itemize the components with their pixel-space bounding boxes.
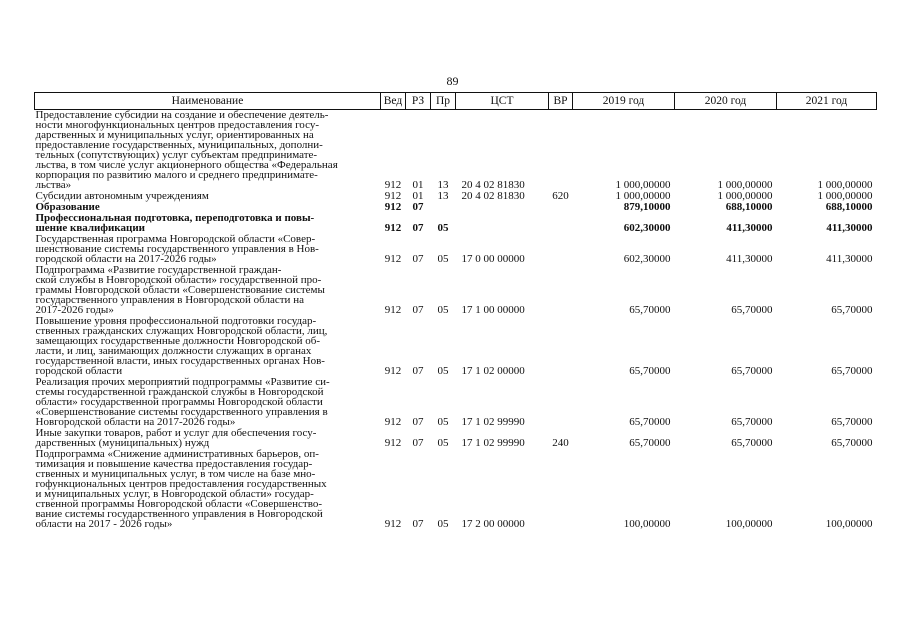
cell-rz: 07 (412, 437, 424, 449)
cell-2021: 65,70000 (831, 365, 873, 377)
cell-cst: 20 4 02 81830 (461, 190, 525, 202)
cell-vr (549, 316, 573, 377)
cell-name: Подпрограмма «Снижение административных барьеров, оп- тимизация и повышение качества предоставления государ- ственных и муниципальных услуг, в том числе на базе мно- гофункциональных центров предоставления государственных и муниципальных услуг, в Новгородской области» государ- ственной программы Новгородской области «Совершенство- вание системы государственного управления в Новгородской области на 2017 - 2026 годы» (35, 448, 327, 530)
cell-name: Профессиональная подготовка, переподготовка и повы- шение квалификации (35, 212, 315, 234)
header-2021: 2021 год (777, 93, 877, 110)
cell-ved: 912 (384, 253, 402, 265)
budget-table (34, 92, 877, 530)
table-row (35, 449, 877, 530)
cell-2021: 65,70000 (831, 304, 873, 316)
cell-2021: 688,10000 (825, 201, 873, 213)
cell-2020: 65,70000 (731, 437, 773, 449)
cell-rz: 07 (412, 253, 424, 265)
cell-ved: 912 (384, 190, 402, 202)
header-name: Наименование (35, 93, 381, 110)
table-row (35, 428, 877, 449)
cell-ved: 912 (384, 304, 402, 316)
cell-vr: 620 (552, 190, 569, 202)
cell-vr (549, 213, 573, 234)
table-row (35, 234, 877, 265)
cell-2020: 1 000,00000 (717, 179, 773, 191)
table-row (35, 213, 877, 234)
cell-cst: 17 1 02 00000 (461, 365, 525, 377)
cell-cst: 20 4 02 81830 (461, 179, 525, 191)
cell-vr (549, 234, 573, 265)
cell-rz: 01 (412, 179, 424, 191)
header-2020: 2020 год (675, 93, 777, 110)
cell-pr: 13 (437, 179, 449, 191)
cell-cst: 17 2 00 00000 (461, 518, 525, 530)
cell-2019: 602,30000 (623, 222, 671, 234)
cell-cst (456, 213, 549, 234)
cell-cst: 17 1 02 99990 (461, 437, 525, 449)
cell-pr: 05 (437, 365, 449, 377)
cell-2019: 65,70000 (629, 416, 671, 428)
cell-2019: 1 000,00000 (615, 179, 671, 191)
cell-2021: 411,30000 (826, 253, 873, 265)
cell-2021: 65,70000 (831, 416, 873, 428)
table-header-row (35, 93, 877, 110)
cell-name: Повышение уровня профессиональной подготовки государ- ственных гражданских служащих Новгородской области, лиц, замещающих государственные должности Новгородской об- ласти, и лиц, занимающих должности служащих в органах государственной власти, иных государственных органах Нов- городской области (35, 315, 328, 377)
header-vr: ВР (549, 93, 573, 110)
cell-rz: 07 (412, 518, 424, 530)
header-ved: Вед (381, 93, 406, 110)
cell-ved: 912 (384, 222, 402, 234)
cell-2019: 602,30000 (623, 253, 671, 265)
cell-2019: 65,70000 (629, 304, 671, 316)
cell-pr (431, 202, 456, 213)
cell-cst: 17 1 00 00000 (461, 304, 525, 316)
cell-pr: 05 (437, 437, 449, 449)
header-pr: Пр (431, 93, 456, 110)
table-row (35, 110, 877, 192)
cell-rz: 07 (412, 416, 424, 428)
cell-2020: 65,70000 (731, 304, 773, 316)
cell-2021: 100,00000 (825, 518, 873, 530)
cell-2019: 1 000,00000 (615, 190, 671, 202)
cell-ved: 912 (384, 201, 402, 213)
cell-name: Реализация прочих мероприятий подпрограммы «Развитие си- стемы государственной гражданской службы в Новгородской области» государственной программы Новгородской области «Совершенствование системы государственного управления в Новгородской области на 2017-2026 годы» (35, 376, 330, 428)
cell-vr (549, 202, 573, 213)
cell-vr (549, 265, 573, 316)
cell-2020: 411,30000 (726, 253, 773, 265)
cell-2021: 1 000,00000 (817, 179, 873, 191)
cell-2020: 688,10000 (725, 201, 773, 213)
table-row (35, 265, 877, 316)
cell-pr: 05 (437, 518, 449, 530)
cell-rz: 01 (412, 190, 424, 202)
cell-name: Образование (35, 201, 100, 213)
header-2019: 2019 год (573, 93, 675, 110)
cell-2020: 65,70000 (731, 365, 773, 377)
header-cst: ЦСТ (456, 93, 549, 110)
cell-cst: 17 0 00 00000 (461, 253, 525, 265)
cell-2021: 411,30000 (826, 222, 873, 234)
cell-2019: 65,70000 (629, 365, 671, 377)
cell-2020: 1 000,00000 (717, 190, 773, 202)
cell-2021: 1 000,00000 (817, 190, 873, 202)
cell-ved: 912 (384, 179, 402, 191)
cell-pr: 05 (437, 416, 449, 428)
cell-2020: 100,00000 (725, 518, 773, 530)
table-row (35, 316, 877, 377)
cell-pr: 13 (437, 190, 449, 202)
cell-name: Субсидии автономным учреждениям (35, 190, 209, 202)
cell-ved: 912 (384, 518, 402, 530)
cell-name: Иные закупки товаров, работ и услуг для обеспечения госу- дарственных (муниципальных) нужд (35, 427, 317, 449)
cell-name: Предоставление субсидии на создание и обеспечение деятель- ности многофункциональных центров предоставления госу- дарственных и муниципальных услуг, ориентированных на предоставление государственных, муниципальных, дополни- тельных (сопутствующих) услуг субъектам предпринимате- льства, в том числе услуг акционерного общества «Федеральная корпорация по развитию малого и среднего предпринимате- льства» (35, 109, 338, 191)
header-rz: РЗ (406, 93, 431, 110)
cell-name: Государственная программа Новгородской области «Совер- шенствование системы государственного управления в Нов- городской области на 2017-2026 годы» (35, 233, 319, 265)
cell-rz: 07 (412, 365, 424, 377)
cell-cst: 17 1 02 99990 (461, 416, 525, 428)
cell-pr: 05 (437, 222, 449, 234)
table-row (35, 377, 877, 428)
table-body (35, 110, 877, 531)
cell-pr: 05 (437, 253, 449, 265)
cell-2020: 65,70000 (731, 416, 773, 428)
cell-vr: 240 (552, 437, 569, 449)
cell-2021: 65,70000 (831, 437, 873, 449)
page-number: 89 (446, 74, 459, 88)
cell-ved: 912 (384, 365, 402, 377)
cell-rz: 07 (412, 222, 424, 234)
cell-ved: 912 (384, 416, 402, 428)
cell-ved: 912 (384, 437, 402, 449)
cell-vr (549, 449, 573, 530)
cell-pr: 05 (437, 304, 449, 316)
cell-rz: 07 (412, 304, 424, 316)
cell-2019: 879,10000 (623, 201, 671, 213)
cell-cst (456, 202, 549, 213)
cell-name: Подпрограмма «Развитие государственной граждан- ской службы в Новгородской области» государственной про- граммы Новгородской области «Совершенствование системы государственного управления в Новгородской области на 2017-2026 годы» (35, 264, 325, 316)
cell-2019: 65,70000 (629, 437, 671, 449)
cell-rz: 07 (412, 201, 424, 213)
cell-vr (549, 110, 573, 192)
cell-vr (549, 377, 573, 428)
cell-2019: 100,00000 (623, 518, 671, 530)
cell-2020: 411,30000 (726, 222, 773, 234)
